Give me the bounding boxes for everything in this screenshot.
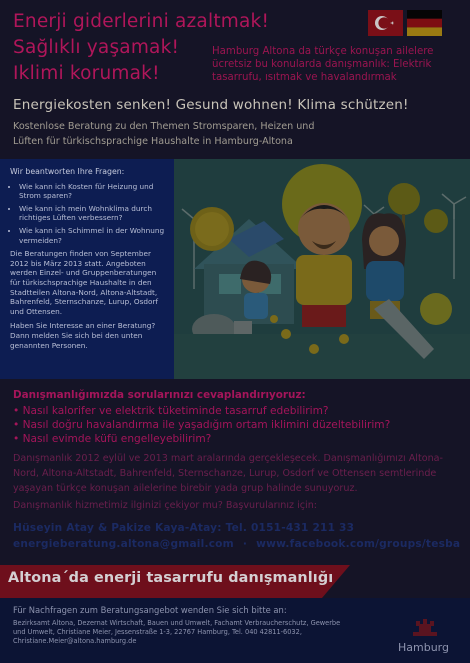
turkish-question-item: • Nasıl doğru havalandırma ile yaşadığım ortam iklimini düzeltebilirim? [13,418,390,432]
contact-names-phone: Hüseyin Atay & Pakize Kaya-Atay: Tel. 0151-431 211 33 [13,522,355,534]
turkish-schedule-paragraph: Danışmanlık 2012 eylül ve 2013 mart aralarında gerçekleşecek. Danışmanlığımızı Altona-Nord, Altona-Altstadt, Bahrenfeld, Sternschanze, Lurup, Osdorf ve Ottensen semtlerinde yaşayan türkçe konuşan ailelerine birebir yada grup halinde sunuyoruz. [13,453,443,494]
family-house-sun-illustration [174,159,470,379]
facebook-link[interactable]: www.facebook.com/groups/tesba [256,538,461,550]
family-illustration [174,159,470,379]
turkish-questions-title: Danışmanlığımızda sorularınızı cevaplandırıyoruz: [13,389,306,401]
turkish-interest-line: Danışmanlık hizmetimiz ilginizi çekiyor mu? Başvurularınız için: [13,500,318,511]
turkish-question-item: • Nasıl kalorifer ve elektrik tüketiminde tasarruf edebilirim? [13,404,390,418]
turkish-question-item: • Nasıl evimde küfü engelleyebilirim? [13,432,390,446]
questions-header: Wir beantworten Ihre Fragen: [10,167,125,176]
footer-address: Bezirksamt Altona, Dezernat Wirtschaft, Bauen und Umwelt, Fachamt Verbraucherschutz, Gewerbe und Umwelt, Christiane Meier, Jessenstraße 1-3, 22767 Hamburg, Tel. 040 42811-6032, Christiane.Meier@altona.hamburg.de [13,619,341,645]
separator: · [242,538,248,550]
banner-title: Altona´da enerji tasarrufu danışmanlığı [8,570,334,586]
turkish-subline: Hamburg Altona da türkçe konuşan ailelere ücretsiz bu konularda danışmanlık: Elektrik tasarrufu, ısıtmak ve havalandırmak [212,46,434,83]
turkish-headline-line-1: Enerji giderlerini azaltmak! [13,11,270,32]
germany-flag-icon [407,10,442,36]
question-item: • Wie kann ich Schimmel in der Wohnung vermeiden? [19,226,166,245]
footer-lead: Für Nachfragen zum Beratungsangebot wenden Sie sich bitte an: [13,605,287,615]
german-subline: Kostenlose Beratung zu den Themen Stromsparen, Heizen und Lüften für türkischsprachige Haushalte in Hamburg-Altona [13,121,315,147]
turkish-headline-line-3: Iklimi korumak! [13,63,160,84]
interest-paragraph: Haben Sie Interesse an einer Beratung? Dann melden Sie sich bei den unten genannten Personen. [10,321,156,350]
flags [368,10,442,36]
email-link[interactable]: energieberatung.altona@gmail.com [13,538,234,550]
questions-list [10,182,166,246]
question-item: • Wie kann ich Kosten für Heizung und Strom sparen? [19,182,166,201]
turkish-questions-list [13,404,390,446]
contact-online [13,538,460,550]
turkey-flag-icon [368,10,403,36]
questions-box [0,159,174,379]
schedule-paragraph: Die Beratungen finden von September 2012 bis März 2013 statt. Angeboten werden Einzel- und Gruppenberatungen für türkischsprachige Haushalte in den Stadtteilen Altona-Nord, Altona-Altstadt, Bahrenfeld, Sternschanze, Lurup, Osdorf und Ottensen. [10,249,159,316]
turkish-headline-line-2: Sağlıklı yaşamak! [13,37,180,58]
question-item: • Wie kann ich mein Wohnklima durch richtiges Lüften verbessern? [19,204,166,223]
hamburg-logo-text: Hamburg [398,641,449,654]
german-headline: Energiekosten senken! Gesund wohnen! Klima schützen! [13,97,409,113]
